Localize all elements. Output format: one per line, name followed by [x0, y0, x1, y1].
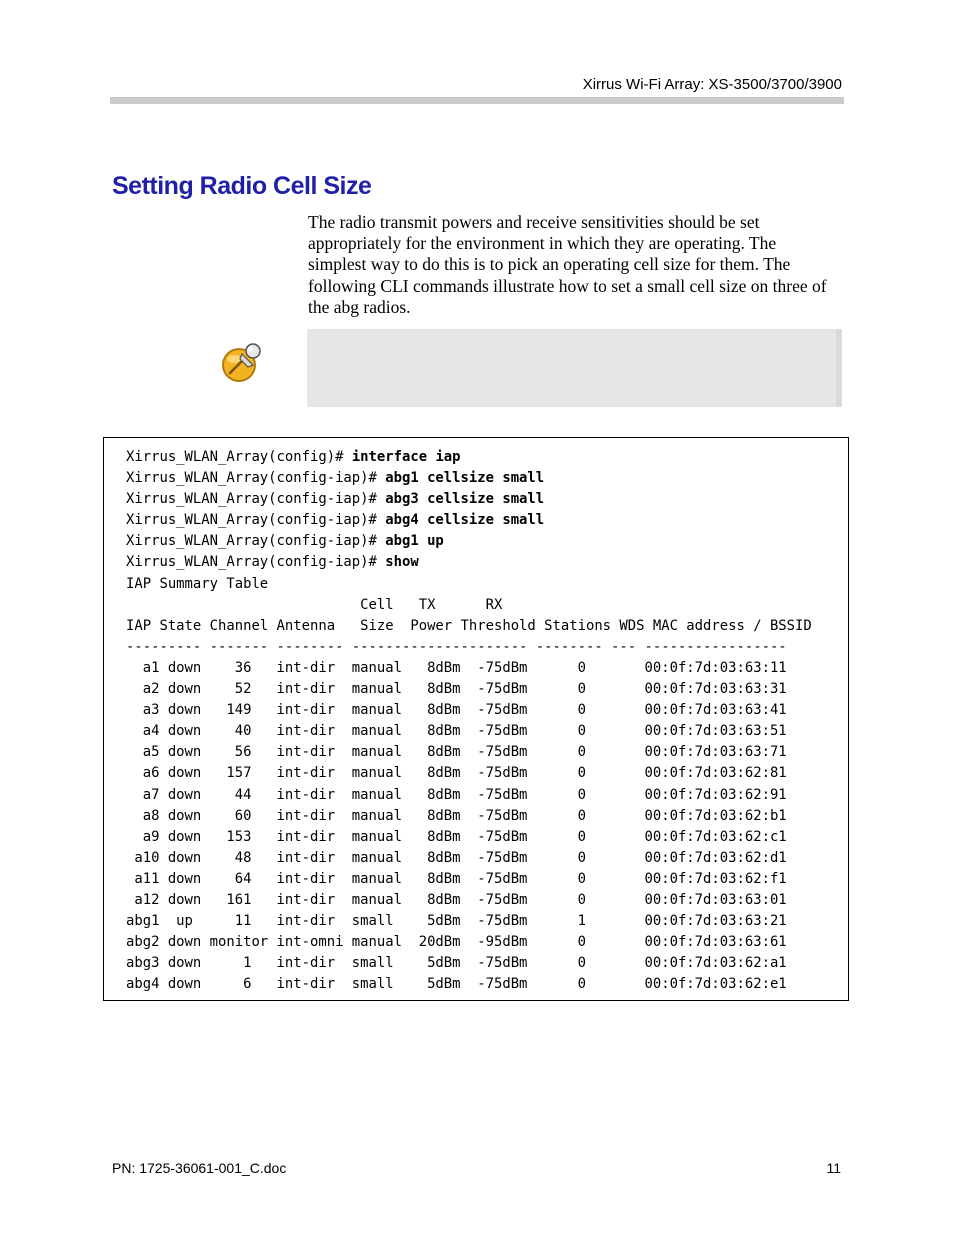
cli-command-line: Xirrus_WLAN_Array(config-iap)# abg1 cellsize small — [126, 470, 545, 487]
running-header: Xirrus Wi-Fi Array: XS-3500/3700/3900 — [582, 76, 842, 93]
table-header-line: IAP State Channel Antenna Size Power Threshold Stations WDS MAC address / BSSID — [126, 617, 812, 634]
cli-command-line: Xirrus_WLAN_Array(config-iap)# abg3 cellsize small — [126, 491, 545, 508]
table-row: a2 down 52 int-dir manual 8dBm -75dBm 0 00:0f:7d:03:63:31 — [126, 681, 787, 698]
table-row: a4 down 40 int-dir manual 8dBm -75dBm 0 00:0f:7d:03:63:51 — [126, 723, 787, 740]
table-row: a8 down 60 int-dir manual 8dBm -75dBm 0 00:0f:7d:03:62:b1 — [126, 807, 787, 824]
table-separator: --------- ------- -------- --------------------- -------- --- ----------------- — [126, 638, 787, 655]
table-row: a6 down 157 int-dir manual 8dBm -75dBm 0 00:0f:7d:03:62:81 — [126, 765, 787, 782]
cli-command-line: Xirrus_WLAN_Array(config-iap)# abg1 up — [126, 533, 444, 550]
note-box-edge — [836, 329, 842, 407]
table-row: a11 down 64 int-dir manual 8dBm -75dBm 0 00:0f:7d:03:62:f1 — [126, 870, 787, 887]
cli-command-line: Xirrus_WLAN_Array(config-iap)# show — [126, 554, 419, 571]
table-row: a1 down 36 int-dir manual 8dBm -75dBm 0 00:0f:7d:03:63:11 — [126, 659, 787, 676]
cli-command-line: Xirrus_WLAN_Array(config)# interface iap — [126, 449, 461, 465]
table-header-line: Cell TX RX — [126, 596, 503, 613]
table-row: a12 down 161 int-dir manual 8dBm -75dBm 0 00:0f:7d:03:63:01 — [126, 891, 787, 908]
header-rule — [110, 97, 844, 104]
cli-code-block — [126, 447, 812, 995]
cli-output-title: IAP Summary Table — [126, 575, 269, 592]
table-row: abg2 down monitor int-omni manual 20dBm -95dBm 0 00:0f:7d:03:63:61 — [126, 934, 787, 951]
cli-command-line: Xirrus_WLAN_Array(config-iap)# abg4 cellsize small — [126, 512, 545, 529]
table-row: abg1 up 11 int-dir small 5dBm -75dBm 1 00:0f:7d:03:63:21 — [126, 913, 787, 930]
footer-doc-id: PN: 1725-36061-001_C.doc — [112, 1160, 287, 1176]
cli-example-box — [103, 437, 849, 1001]
intro-paragraph: The radio transmit powers and receive sensitivities should be set appropriately for the environment in which they are operating. The simplest way to do this is to pick an operating cell size for them. The following CLI commands illustrate how to set a small cell size on three of the abg radios. — [308, 212, 827, 317]
section-title: Setting Radio Cell Size — [112, 172, 372, 200]
table-row: a7 down 44 int-dir manual 8dBm -75dBm 0 00:0f:7d:03:62:91 — [126, 786, 787, 803]
note-box — [307, 329, 842, 407]
table-row: a10 down 48 int-dir manual 8dBm -75dBm 0 00:0f:7d:03:62:d1 — [126, 849, 787, 866]
table-row: a5 down 56 int-dir manual 8dBm -75dBm 0 00:0f:7d:03:63:71 — [126, 744, 787, 761]
table-row: a3 down 149 int-dir manual 8dBm -75dBm 0 00:0f:7d:03:63:41 — [126, 702, 787, 719]
table-row: abg3 down 1 int-dir small 5dBm -75dBm 0 00:0f:7d:03:62:a1 — [126, 955, 787, 972]
footer-page-number: 11 — [826, 1160, 841, 1176]
pushpin-note-icon — [220, 340, 266, 386]
table-row: abg4 down 6 int-dir small 5dBm -75dBm 0 00:0f:7d:03:62:e1 — [126, 976, 787, 993]
table-row: a9 down 153 int-dir manual 8dBm -75dBm 0 00:0f:7d:03:62:c1 — [126, 828, 787, 845]
